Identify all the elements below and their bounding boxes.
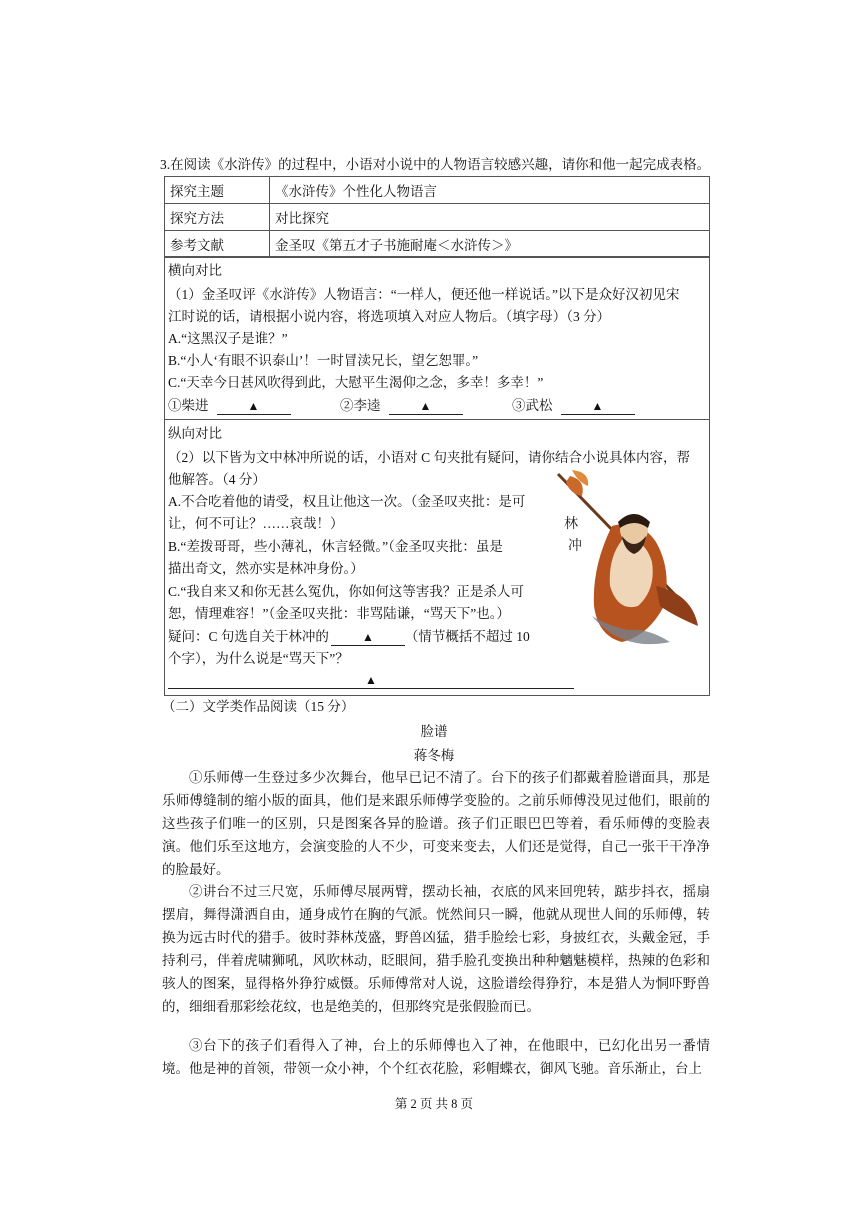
option-a: A.“这黑汉子是谁？”	[168, 331, 288, 346]
plot-blank[interactable]	[331, 629, 405, 646]
answer-blank[interactable]	[389, 398, 463, 415]
triangle-icon: ▲	[361, 630, 374, 644]
answer-li-kui	[340, 397, 463, 415]
option-c: C.“天幸今日甚风吹得到此，大慰平生渴仰之念，多幸！多幸！”	[168, 375, 544, 390]
triangle-icon: ▲	[419, 399, 432, 413]
answer-chai-jin	[168, 397, 291, 415]
answer-wu-song	[512, 397, 635, 415]
inquiry-table	[164, 176, 710, 258]
article-title: 脸谱	[420, 724, 448, 739]
warrior-figure-icon	[552, 466, 702, 656]
paragraph: ①乐师傅一生登过多少次舞台，他早已记不清了。台下的孩子们都戴着脸谱面具，那是乐师傅缝制的缩小版的面具，他们是来跟乐师傅学变脸的。之前乐师傅没见过他们，眼前的这些孩子们唯一的区别，只是图案各异的脸谱。孩子们正眼巴巴等着，看乐师傅的变脸表演。他们乐至这地方，会演变脸的人不少，可变来变去，人们还是觉得，自己一张干干净净的脸最好。	[162, 770, 710, 877]
question-pre: 疑问：C 句选自关于林冲的	[168, 629, 329, 644]
question-line	[168, 628, 530, 646]
section-heading: （二）文学类作品阅读（15 分）	[162, 699, 355, 714]
table-value: 金圣叹《第五才子书施耐庵＜水浒传＞》	[270, 231, 710, 258]
question-title: 3.在阅读《水浒传》的过程中，小语对小说中的人物语言较感兴趣，请你和他一起完成表格。	[160, 157, 711, 172]
question-post: （情节概括不超过 10	[404, 629, 530, 644]
page-footer: 第 2 页 共 8 页	[394, 1097, 474, 1111]
quote-line: 描出奇文，然亦实是林冲身份。）	[168, 561, 364, 576]
question-line-2: 个字），为什么说是“骂天下”？	[168, 651, 349, 666]
lin-chong-illustration	[552, 466, 702, 656]
table-key: 探究主题	[165, 177, 270, 204]
article-author: 蒋冬梅	[413, 748, 455, 763]
table-key: 探究方法	[165, 204, 270, 231]
paragraph: ③台下的孩子们看得入了神，台上的乐师傅也入了神，在他眼中，已幻化出另一番情境。他是神的首领，带领一众小神，个个红衣花脸，彩帽蝶衣，御风飞驰。音乐渐止，台上	[162, 1038, 710, 1076]
answer-blank[interactable]	[217, 398, 291, 415]
quote-line: 让，何不可让？……哀哉！）	[168, 516, 344, 531]
option-b: B.“小人‘有眼不识泰山’！一时冒渎兄长，望乞恕罪。”	[168, 353, 479, 368]
table-key: 参考文献	[165, 231, 270, 258]
horizontal-prompt: （1）金圣叹评《水浒传》人物语言：“一样人，便还他一样说话。”以下是众好汉初见宋	[168, 287, 680, 302]
caption-text: 林	[564, 516, 578, 532]
answer-line[interactable]	[168, 672, 574, 689]
answer-label: ②李逵	[340, 398, 381, 413]
table-row	[165, 231, 710, 258]
horizontal-heading: 横向对比	[168, 263, 222, 278]
table-row	[165, 204, 710, 231]
quote-line: C.“我自来又和你无甚么冤仇，你如何这等害我？正是杀人可	[168, 584, 524, 599]
table-row	[165, 177, 710, 204]
answer-label: ③武松	[512, 398, 553, 413]
triangle-icon: ▲	[247, 399, 260, 413]
answer-label: ①柴进	[168, 398, 209, 413]
quote-line: B.“差拨哥哥，些小薄礼，休言轻微。”（金圣叹夹批：虽是	[168, 539, 503, 554]
answer-blank[interactable]	[561, 398, 635, 415]
table-value: 《水浒传》个性化人物语言	[270, 177, 710, 204]
table-value: 对比探究	[270, 204, 710, 231]
svg-text:冲: 冲	[568, 538, 582, 554]
vertical-heading: 纵向对比	[168, 426, 222, 441]
quote-line: A.不合吃着他的请受，权且让他这一次。（金圣叹夹批：是可	[168, 494, 526, 509]
triangle-icon: ▲	[591, 399, 604, 413]
vertical-prompt: 他解答。（4 分）	[168, 472, 266, 487]
paragraph: ②讲台不过三尺宽，乐师傅尽展两臂，摆动长袖，衣底的风来回兜转，踮步抖衣，摇扇摆肩，舞得潇洒自由，通身成竹在胸的气派。恍然间只一瞬，他就从现世人间的乐师傅，转换为远古时代的猎手。彼时莽林茂盛，野兽凶猛，猎手脸绘七彩，身披红衣，头戴金冠，手持利弓，伴着虎啸狮吼，风吹林动，眨眼间，猎手脸孔变换出种种魑魅模样，热辣的色彩和骇人的图案，显得格外狰狞威慑。乐师傅常对人说，这脸谱绘得狰狞，本是猎人为恫吓野兽的，细细看那彩绘花纹，也是绝美的，但那终究是张假脸而已。	[162, 884, 710, 1014]
quote-line: 恕，情理难容！”（金圣叹夹批：非骂陆谦，“骂天下”也。）	[168, 606, 510, 621]
triangle-icon: ▲	[365, 673, 377, 687]
vertical-prompt: （2）以下皆为文中林冲所说的话，小语对 C 句夹批有疑问，请你结合小说具体内容，帮	[168, 450, 691, 465]
horizontal-prompt: 江时说的话，请根据小说内容，将选项填入对应人物后。（填字母）（3 分）	[168, 309, 611, 324]
